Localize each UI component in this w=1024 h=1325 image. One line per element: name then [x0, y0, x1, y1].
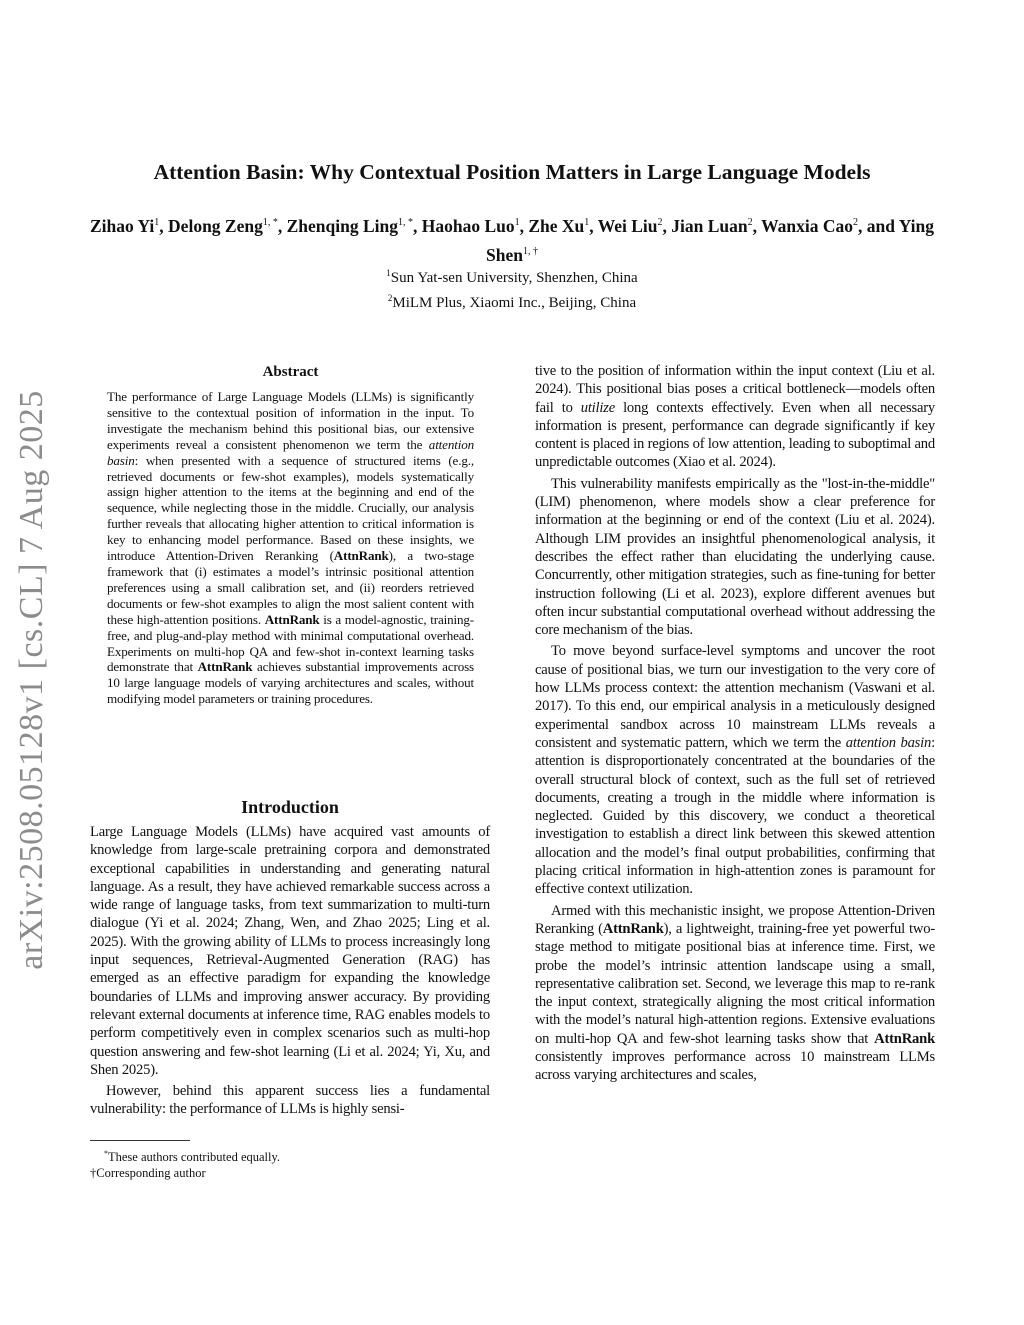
paragraph: [90, 823, 490, 1079]
method-name: AttnRank: [602, 920, 664, 937]
text-run: is a model-agnostic, training-free, and plug-and-play method with minimal computational overhead. Experiments on multi-hop QA and few-shot in-context learning tasks demonstrate that: [107, 611, 474, 675]
method-name: AttnRank: [264, 611, 320, 627]
author-affiliation-marker: 1: [514, 217, 520, 228]
affiliation-line: [80, 263, 944, 288]
author-name: Wanxia Cao: [761, 215, 853, 236]
paper-title: Attention Basin: Why Contextual Position Matters in Large Language Models: [153, 160, 871, 184]
paragraph: [535, 902, 935, 1085]
method-name: AttnRank: [874, 1030, 935, 1047]
text-run: ), a two-stage framework that (i) estimates a model’s intrinsic positional attention preferences using a small calibration set, and (ii) reorders retrieved documents or few-shot examples to align the most salient content with these high-attention positions.: [107, 548, 474, 627]
affiliation-text: Sun Yat-sen University, Shenzhen, China: [390, 270, 638, 286]
left-column-body: [90, 823, 490, 1119]
emphasis-term: attention basin: [107, 436, 474, 468]
author-name: Zhenqing Ling: [286, 215, 398, 236]
text-run: However, behind this apparent success lies a fundamental vulnerability: the performance of LLMs is highly sensi-: [90, 1083, 490, 1118]
affiliation-text: MiLM Plus, Xiaomi Inc., Beijing, China: [392, 295, 637, 311]
paragraph: [535, 362, 935, 472]
right-column-body: [535, 362, 935, 1085]
arxiv-id-stamp: arXiv:2508.05128v1 [cs.CL] 7 Aug 2025: [13, 390, 50, 970]
footnote-marker: *: [104, 1149, 108, 1158]
text-run: achieves substantial improvements across 10 large language models of varying architectures and scales, without modifying model parameters or training procedures.: [107, 659, 474, 707]
text-run: This vulnerability manifests empirically as the "lost-in-the-middle" (LIM) phenomenon, where models show a clear preference for information at the beginning or end of the context (Liu et al. 2024). Although LIM provides an insightful phenomenological analysis, it describes the effect rather than elucidating the underlying cause. Concurrently, other mitigation strategies, such as fine-tuning for better instruction following (Li et al. 2023), explore different avenues but often incur substantial computational overhead without addressing the core mechanism of the bias.: [535, 475, 935, 639]
author-name: Wei Liu: [597, 215, 658, 236]
paragraph: [535, 475, 935, 640]
footnote-divider: [90, 1140, 190, 1141]
arxiv-sidebar: [2, 380, 62, 980]
author-list: Zihao Yi$^1$, Delong Zeng$^{1, *}$, Zhenqing Ling$^{1, *}$, Haohao Luo$^1$, Zhe Xu$^1$, Wei Liu$^2$, Jian Luan$^2$, Wanxia Cao$^2$, and Ying Shen$^{1, \dagger}$: [89, 215, 935, 265]
author-affiliation-marker: 2: [852, 217, 858, 228]
author-name: Zihao Yi: [89, 215, 155, 236]
affiliation-list: [80, 263, 944, 313]
method-name: AttnRank: [197, 659, 253, 675]
text-run: Large Language Models (LLMs) have acquired vast amounts of knowledge from large-scale pretraining corpora and demonstrated exceptional capabilities in understanding and generating natural language. As a result, they have achieved remarkable success across a wide range of language tasks, from text summarization to multi-turn dialogue (Yi et al. 2024; Zhang, Wen, and Zhao 2025; Ling et al. 2025). With the growing ability of LLMs to process increasingly long input sequences, Retrieval-Augmented Generation (RAG) has emerged as an effective paradigm for expanding the knowledge boundaries of LLMs and improving answer accuracy. By providing relevant external documents at inference time, RAG enables models to perform competitively even in complex scenarios such as multi-hop question answering and few-shot learning (Li et al. 2024; Yi, Xu, and Shen 2025).: [90, 824, 490, 1078]
author-affiliation-marker: 1, *: [262, 217, 278, 228]
text-run: The performance of Large Language Models (LLMs) is significantly sensitive to the contextual position of information in the input. To investigate the mechanism behind this positional bias, our extensive experiments reveal a consistent phenomenon we term the: [107, 389, 474, 452]
text-run: consistently improves performance across 10 mainstream LLMs across varying architectures and scales,: [535, 1048, 935, 1084]
author-affiliation-marker: 1, *: [397, 217, 413, 228]
footnote-text: These authors contributed equally.: [108, 1150, 281, 1165]
text-run: : when presented with a sequence of structured items (e.g., retrieved documents or few-shot examples), models systematically assign higher attention to the items at the beginning and end of the sequence, while neglecting those in the middle. Crucially, our analysis further reveals that allocating higher attention to critical information is key to enhancing model performance. Based on these insights, we introduce Attention-Driven Reranking (: [107, 452, 474, 564]
affiliation-marker: 1: [386, 268, 391, 278]
author-name: Jian Luan: [671, 215, 748, 236]
author-affiliation-marker: 1, †: [522, 245, 538, 257]
text-run: To move beyond surface-level symptoms and uncover the root cause of positional bias, we turn our investigation to the very core of how LLMs process context: the attention mechanism (Vaswani et al. 2017). To this end, our empirical analysis in a meticulously designed experimental sandbox across 10 mainstream LLMs reveals a consistent and systematic pattern, which we term the: [535, 643, 935, 751]
author-affiliation-marker: 1: [584, 217, 590, 228]
emphasis-term: utilize: [580, 399, 616, 416]
footnote-line: [90, 1146, 490, 1165]
method-name: AttnRank: [333, 548, 389, 564]
footnote-line: [90, 1165, 490, 1181]
text-run: tive to the position of information within the input context (Liu et al. 2024). This positional bias poses a critical bottleneck—models often fail to: [535, 363, 935, 416]
author-affiliation-marker: 2: [747, 217, 753, 228]
paragraph: [535, 642, 935, 898]
introduction-heading: Introduction: [241, 797, 339, 817]
affiliation-line: [80, 288, 944, 313]
text-run: ), a lightweight, training-free yet powerful two-stage method to mitigate positional bias at inference time. First, we probe the model’s intrinsic attention landscape using a small, representative calibration set. Second, we leverage this map to re-rank the input context, strategically aligning the most critical information with the model’s natural high-attention regions. Extensive evaluations on multi-hop QA and few-shot learning tasks show that: [535, 920, 935, 1047]
author-name: Ying Shen: [486, 215, 935, 265]
author-affiliation-marker: 1: [154, 217, 160, 228]
text-run: Armed with this mechanistic insight, we propose Attention-Driven Reranking (: [535, 902, 935, 937]
affiliation-marker: 2: [387, 293, 393, 303]
abstract-body: [107, 389, 474, 707]
text-run: : attention is disproportionately concentrated at the boundaries of the overall structural block of context, such as the full set of retrieved documents, creating a trough in the middle where information is neglected. Guided by this discovery, we conduct a theoretical investigation to establish a direct link between this skewed attention allocation and the model’s final output probabilities, confirming that placing critical information in high-attention zones is paramount for effective context utilization.: [535, 734, 935, 898]
footnotes: [90, 1146, 490, 1181]
footnote-text: †Corresponding author: [90, 1166, 206, 1181]
author-name: Delong Zeng: [168, 215, 263, 236]
author-name: Haohao Luo: [421, 215, 515, 236]
author-name: Zhe Xu: [528, 215, 585, 236]
text-run: long contexts effectively. Even when all necessary information is present, performance can degrade significantly if key content is placed in regions of low attention, leading to suboptimal and unpredictable outcomes (Xiao et al. 2024).: [535, 399, 935, 471]
emphasis-term: attention basin: [845, 734, 932, 751]
author-affiliation-marker: 2: [657, 217, 663, 228]
paragraph: [90, 1082, 490, 1119]
abstract-heading: Abstract: [262, 364, 319, 380]
